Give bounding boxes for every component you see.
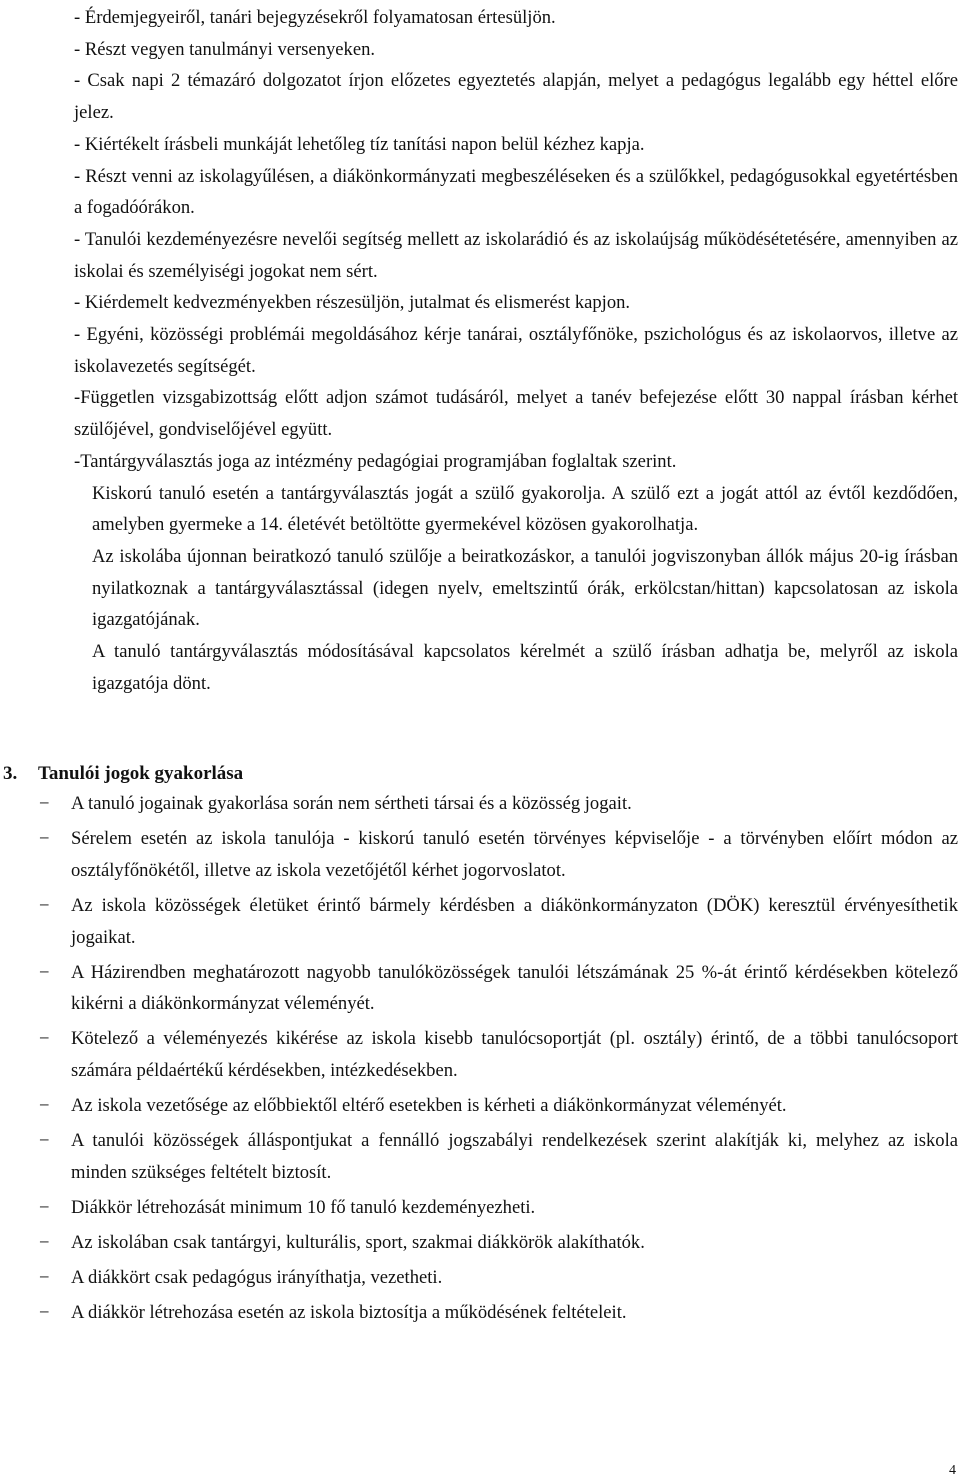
list-item: − Diákkör létrehozását minimum 10 fő tanuló kezdeményezheti. — [39, 1192, 958, 1224]
subject-choice-paragraph: A tanuló tantárgyválasztás módosításával kapcsolatos kérelmét a szülő írásban adhatja be, melyről az iskola igazgatója dönt. — [92, 641, 958, 694]
intro-item: -Tantárgyválasztás joga az intézmény pedagógiai programjában foglaltak szerint. — [74, 450, 677, 472]
dash-bullet: − — [39, 1130, 50, 1152]
dash-bullet: − — [39, 1095, 50, 1117]
rights-list — [39, 788, 958, 1333]
dash-bullet: − — [39, 1197, 50, 1219]
intro-item: - Részt vegyen tanulmányi versenyeken. — [74, 38, 376, 60]
dash-bullet: − — [39, 1028, 50, 1050]
list-item: − A diákkört csak pedagógus irányíthatja, vezetheti. — [39, 1262, 958, 1294]
dash-bullet: − — [39, 1267, 50, 1289]
dash-bullet: − — [39, 828, 50, 850]
dash-bullet: − — [39, 793, 50, 814]
intro-item: - Csak napi 2 témazáró dolgozatot írjon előzetes egyeztetés alapján, melyet a pedagógus legalább egy héttel előre jelez. — [74, 70, 958, 124]
list-item: − Az iskola vezetősége az előbbiektől eltérő esetekben is kérheti a diákönkormányzat véleményét. — [39, 1090, 958, 1122]
section-number: 3. — [3, 763, 18, 784]
dash-bullet: − — [39, 1232, 50, 1254]
intro-item: -Független vizsgabizottság előtt adjon számot tudásáról, melyet a tanév befejezése előtt 30 nappal írásban kérhet szülőjével, gondviselőjével együtt. — [74, 387, 958, 441]
subject-choice-paragraph: Az iskolába újonnan beiratkozó tanuló szülője a beiratkozáskor, a tanulói jogviszonyban állók május 20-ig írásban nyilatkoznak a tantárgyválasztással (idegen nyelv, emeltszintű órák, erkölcstan/hittan) kapcsolatosan az iskola igazgatójának. — [92, 545, 958, 631]
list-item: − A Házirendben meghatározott nagyobb tanulóközösségek tanulói létszámának 25 %-át érintő kérdésekben kötelező kikérni a diákönkormányzat véleményét. — [39, 957, 958, 1020]
section-title: Tanulói jogok gyakorlása — [38, 763, 244, 784]
list-item: − Az iskola közösségek életüket érintő bármely kérdésben a diákönkormányzaton (DÖK) keresztül érvényesíthetik jogaikat. — [39, 890, 958, 953]
intro-item: - Kiérdemelt kedvezményekben részesüljön, jutalmat és elismerést kapjon. — [74, 292, 631, 314]
intro-item: - Érdemjegyeiről, tanári bejegyzésekről folyamatosan értesüljön. — [74, 7, 556, 28]
dash-bullet: − — [39, 1302, 50, 1324]
dash-bullet: − — [39, 894, 50, 916]
intro-item: - Kiértékelt írásbeli munkáját lehetőleg tíz tanítási napon belül kézhez kapja. — [74, 133, 645, 155]
intro-item: - Tanulói kezdeményezésre nevelői segítség mellett az iskolarádió és az iskolaújság működésétetésére, amennyiben az iskolai és személyiségi jogokat nem sért. — [74, 228, 958, 282]
list-item: − Kötelező a véleményezés kikérése az iskola kisebb tanulócsoportját (pl. osztály) érintő, de a többi tanulócsoport számára példaértékű kérdésekben, intézkedésekben. — [39, 1023, 958, 1086]
student-rights-intro — [74, 2, 958, 699]
intro-item: - Egyéni, közösségi problémái megoldásához kérje tanárai, osztályfőnöke, pszichológus és az iskolaorvos, illetve az iskolavezetés segítségét. — [74, 324, 958, 377]
list-item: − A diákkör létrehozása esetén az iskola biztosítja a működésének feltételeit. — [39, 1297, 958, 1329]
subject-choice-paragraph: Kiskorú tanuló esetén a tantárgyválasztás jogát a szülő gyakorolja. A szülő ezt a jogát attól az évtől kezdődően, amelyben gyermeke a 14. életévét betöltötte gyermekével közösen gyakorolhatja. — [92, 482, 958, 536]
page-number: 4 — [949, 1463, 956, 1478]
dash-bullet: − — [39, 961, 50, 983]
intro-item: - Részt venni az iskolagyűlésen, a diákönkormányzati megbeszéléseken és a szülőkkel, pedagógusokkal egyetértésben a fogadóórákon. — [74, 165, 958, 219]
list-item: − A tanulói közösségek álláspontjukat a fennálló jogszabályi rendelkezések szerint alakítják ki, melyhez az iskola minden szükséges feltételt biztosít. — [39, 1125, 958, 1188]
list-item: − A tanuló jogainak gyakorlása során nem sértheti társai és a közösség jogait. — [39, 788, 958, 820]
list-item: − Sérelem esetén az iskola tanulója - kiskorú tanuló esetén törvényes képviselője - a törvényben előírt módon az osztályfőnökétől, illetve az iskola vezetőjétől kérhet jogorvoslatot. — [39, 823, 958, 886]
list-item: − Az iskolában csak tantárgyi, kulturális, sport, szakmai diákkörök alakíthatók. — [39, 1227, 958, 1259]
